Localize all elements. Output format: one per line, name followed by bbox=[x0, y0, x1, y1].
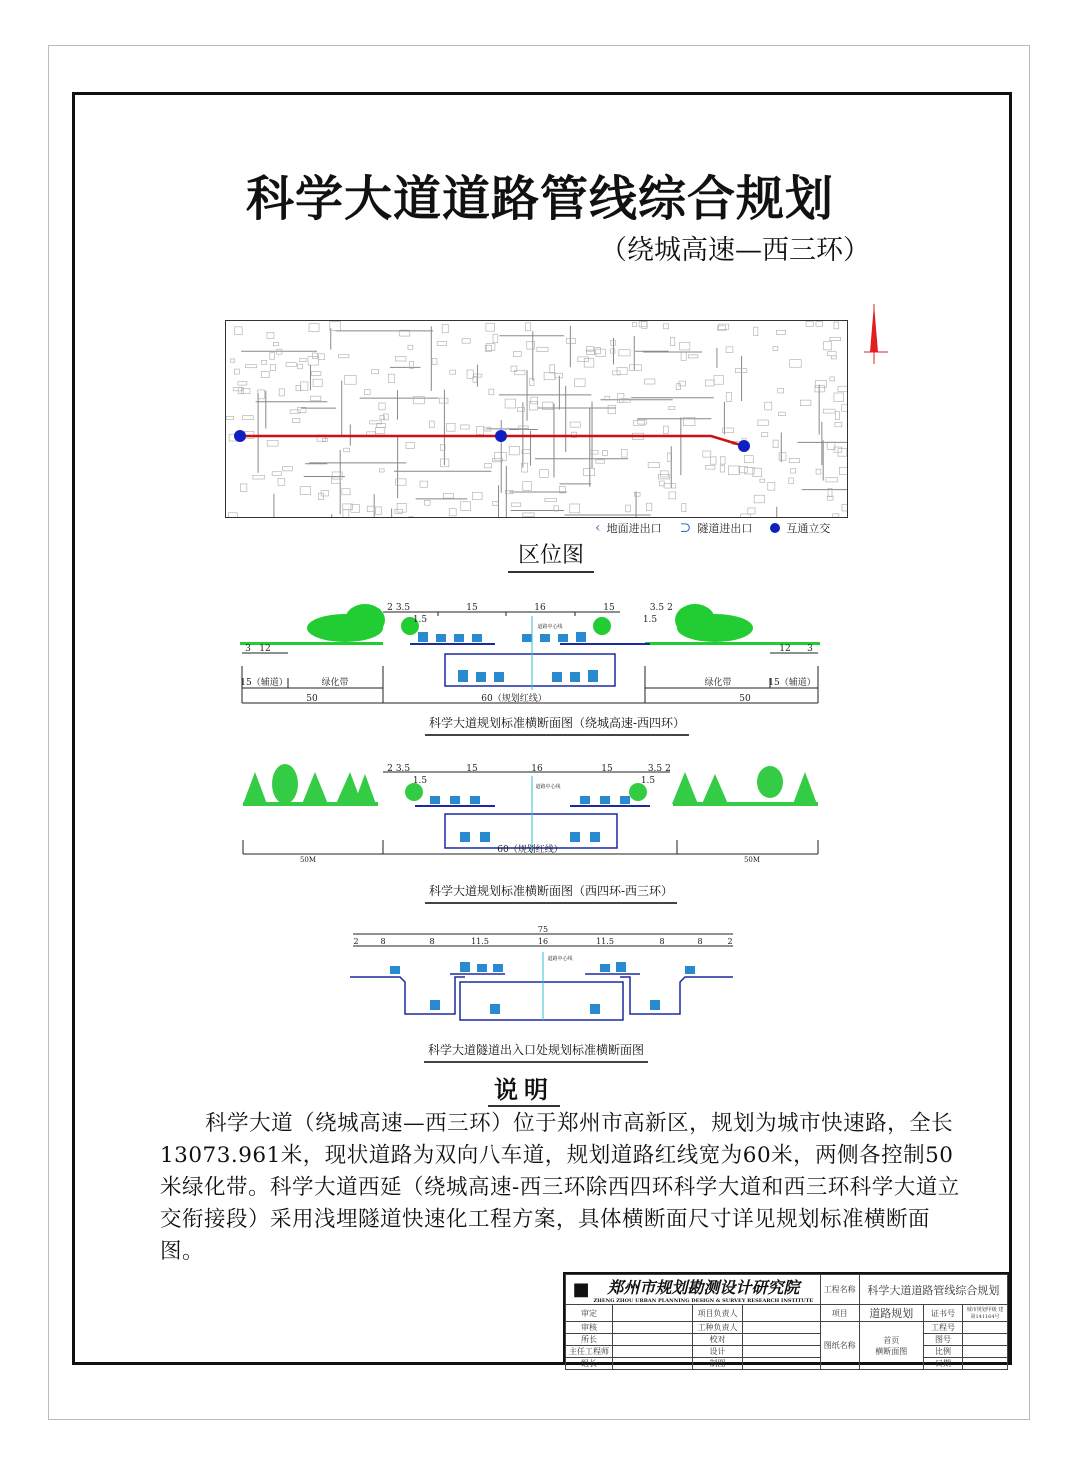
map-block bbox=[823, 409, 835, 413]
description-heading: 说明 bbox=[488, 1070, 560, 1107]
map-block bbox=[238, 382, 247, 385]
map-block bbox=[540, 470, 549, 478]
map-block bbox=[318, 354, 324, 360]
dim-label: 16 bbox=[534, 603, 546, 613]
total-label: 50M bbox=[743, 856, 761, 864]
dim-label: 2 bbox=[387, 603, 393, 613]
dim-label: 15 bbox=[466, 764, 478, 774]
map-block bbox=[437, 342, 446, 346]
interchange-dot-icon bbox=[495, 430, 507, 442]
map-block bbox=[584, 359, 594, 368]
dim-label: 16 bbox=[531, 764, 543, 774]
map-block bbox=[245, 365, 256, 368]
map-block bbox=[567, 338, 576, 343]
meta-label: 图号 bbox=[923, 1334, 962, 1346]
map-block bbox=[228, 513, 237, 517]
map-block bbox=[830, 337, 841, 340]
map-block bbox=[515, 370, 525, 375]
dim-label: 1.5 bbox=[640, 776, 656, 786]
interchange-dot-icon bbox=[234, 430, 246, 442]
map-block bbox=[472, 492, 482, 499]
map-block bbox=[659, 481, 664, 486]
map-block bbox=[511, 366, 517, 372]
legend-label: 地面进出口 bbox=[606, 522, 662, 535]
map-block bbox=[460, 425, 469, 429]
map-block bbox=[658, 474, 669, 479]
dim-label: 3.5 bbox=[395, 603, 411, 613]
map-block bbox=[583, 468, 594, 475]
section-2-caption: 科学大道规划标准横断面图（西四环-西三环） bbox=[425, 882, 677, 904]
centerline-label: 道路中心线 bbox=[535, 784, 561, 790]
map-block bbox=[397, 503, 406, 512]
map-block bbox=[550, 365, 555, 373]
map-block bbox=[586, 347, 593, 352]
cross-section-2 bbox=[240, 762, 825, 872]
map-block bbox=[645, 379, 655, 384]
zone-label: 15（辅道） bbox=[768, 678, 816, 688]
map-block bbox=[342, 489, 350, 495]
map-block bbox=[375, 507, 381, 514]
dim-label: 15 bbox=[603, 603, 615, 613]
map-block bbox=[630, 365, 642, 371]
section-3-caption: 科学大道隧道出入口处规划标准横断面图 bbox=[424, 1041, 648, 1063]
map-block bbox=[619, 399, 630, 403]
dim-label: 11.5 bbox=[471, 937, 489, 946]
map-block bbox=[824, 342, 832, 350]
map-block bbox=[531, 397, 538, 404]
map-block bbox=[760, 479, 765, 482]
total-label: 50 bbox=[739, 694, 751, 704]
map-block bbox=[486, 344, 495, 351]
map-block bbox=[833, 514, 839, 517]
map-block bbox=[835, 423, 842, 427]
map-block bbox=[267, 441, 278, 447]
map-block bbox=[761, 433, 767, 437]
dim-label: 16 bbox=[537, 937, 549, 946]
role-label: 主任工程师 bbox=[566, 1346, 613, 1358]
map-block bbox=[681, 352, 686, 360]
cert-value: 城市规划甲级 建第141164号 bbox=[963, 1305, 1008, 1322]
map-block bbox=[618, 394, 624, 403]
map-block bbox=[741, 514, 751, 517]
map-block bbox=[495, 452, 507, 460]
map-block bbox=[744, 456, 753, 463]
dim-label: 3.5 bbox=[649, 603, 665, 613]
map-block bbox=[642, 322, 648, 329]
map-block bbox=[477, 426, 484, 434]
map-block bbox=[310, 396, 320, 401]
map-block bbox=[754, 495, 764, 503]
map-block bbox=[778, 389, 784, 393]
map-block bbox=[461, 502, 471, 511]
dim-label: 8 bbox=[697, 937, 703, 946]
section-1-caption: 科学大道规划标准横断面图（绕城高速-西四环） bbox=[425, 714, 689, 736]
dim-label: 2 bbox=[353, 937, 359, 946]
item-value: 道路规划 bbox=[859, 1305, 923, 1322]
dim-label: 2 bbox=[387, 764, 393, 774]
cert-label: 证书号 bbox=[923, 1305, 962, 1322]
map-block bbox=[754, 327, 758, 336]
map-block bbox=[669, 407, 675, 410]
map-block bbox=[680, 342, 690, 350]
description-text: 科学大道（绕城高速—西三环）位于郑州市高新区，规划为城市快速路，全长13073.961米，现状道路为双向八车道，规划道路红线宽为60米，两侧各控制50米绿化带。科学大道西延（绕城高速-西三环除西四环科学大道和西三环科学大道立交衔接段）采用浅埋隧道快速化工程方案，具体横断面尺寸详见规划标准横断面图。 bbox=[160, 1111, 960, 1264]
map-block bbox=[842, 504, 847, 511]
project-name-label: 工程名称 bbox=[820, 1275, 859, 1305]
map-block bbox=[791, 469, 796, 473]
map-block bbox=[253, 475, 265, 479]
map-block bbox=[705, 465, 715, 469]
map-block bbox=[262, 360, 267, 364]
meta-label: 比例 bbox=[923, 1346, 962, 1358]
map-block bbox=[779, 453, 786, 460]
map-block bbox=[758, 420, 768, 426]
map-block bbox=[313, 353, 318, 359]
map-block bbox=[450, 370, 456, 374]
map-block bbox=[345, 375, 356, 384]
dim-label: 15 bbox=[601, 764, 613, 774]
centerline-label: 道路中心线 bbox=[547, 956, 573, 962]
map-block bbox=[505, 399, 516, 408]
map-block bbox=[486, 323, 495, 331]
centerline-label: 道路中心线 bbox=[537, 624, 563, 630]
map-block bbox=[425, 500, 431, 505]
map-block bbox=[447, 423, 455, 431]
map-block bbox=[632, 323, 636, 327]
map-block bbox=[575, 379, 585, 387]
map-block bbox=[311, 372, 321, 376]
map-block bbox=[710, 457, 716, 464]
role-label: 校对 bbox=[693, 1334, 743, 1346]
map-block bbox=[408, 345, 413, 349]
map-block bbox=[309, 323, 319, 331]
map-block bbox=[443, 494, 453, 499]
map-block bbox=[339, 354, 349, 357]
map-block bbox=[300, 382, 307, 390]
map-block bbox=[663, 426, 668, 434]
map-block bbox=[235, 327, 242, 335]
map-block bbox=[493, 334, 498, 343]
dim-label: 2 bbox=[665, 764, 671, 774]
map-block bbox=[705, 380, 714, 386]
map-block bbox=[773, 440, 778, 448]
map-block bbox=[330, 322, 341, 331]
drawing-name: 横断面图 bbox=[875, 1346, 908, 1356]
map-block bbox=[343, 510, 349, 517]
map-block bbox=[449, 509, 456, 516]
map-block bbox=[395, 509, 403, 513]
map-block bbox=[800, 400, 811, 406]
map-block bbox=[283, 467, 293, 471]
map-block bbox=[726, 347, 733, 353]
map-block bbox=[682, 504, 686, 512]
role-label: 所长 bbox=[566, 1334, 613, 1346]
map-block bbox=[773, 346, 778, 350]
map-block bbox=[230, 359, 234, 362]
map-block bbox=[270, 353, 275, 360]
role-label: 审核 bbox=[566, 1322, 613, 1334]
map-block bbox=[267, 332, 274, 338]
map-block bbox=[270, 364, 275, 370]
map-block bbox=[529, 379, 534, 386]
map-block bbox=[332, 477, 341, 484]
map-block bbox=[261, 371, 269, 377]
map-block bbox=[525, 323, 530, 331]
map-block bbox=[365, 390, 371, 395]
map-block bbox=[293, 418, 300, 422]
dim-label: 8 bbox=[380, 937, 386, 946]
map-block bbox=[570, 422, 580, 427]
map-block bbox=[831, 356, 836, 359]
map-block bbox=[388, 374, 394, 382]
map-block bbox=[830, 377, 835, 381]
map-block bbox=[768, 482, 775, 490]
map-block bbox=[806, 321, 813, 326]
map-block bbox=[590, 451, 598, 455]
drawing-name: 首页 bbox=[883, 1335, 900, 1345]
map-block bbox=[703, 451, 711, 457]
dim-label: 12 bbox=[259, 644, 271, 654]
map-block bbox=[523, 482, 532, 491]
drawing-label: 图纸名称 bbox=[820, 1322, 859, 1370]
map-block bbox=[815, 381, 826, 388]
map-block bbox=[537, 347, 548, 351]
map-block bbox=[570, 504, 580, 513]
map-block bbox=[521, 463, 527, 472]
map-block bbox=[816, 469, 821, 474]
zone-label: 15（辅道） bbox=[240, 678, 288, 688]
map-block bbox=[816, 321, 823, 326]
dim-label: 3 bbox=[807, 644, 813, 654]
map-block bbox=[790, 360, 801, 368]
map-block bbox=[272, 472, 281, 476]
map-block bbox=[670, 337, 674, 345]
map-block bbox=[300, 358, 307, 361]
role-label: 项目负责人 bbox=[693, 1305, 743, 1322]
surface-exit-icon: ‹ bbox=[595, 520, 601, 536]
map-block bbox=[383, 414, 388, 420]
map-block bbox=[240, 484, 246, 492]
map-block bbox=[430, 421, 435, 428]
map-block bbox=[243, 415, 254, 419]
total-label: 60（规划红线） bbox=[481, 694, 547, 704]
north-arrow-icon bbox=[862, 302, 892, 368]
route-line bbox=[240, 436, 744, 446]
dim-label: 8 bbox=[659, 937, 665, 946]
dim-label: 3.5 bbox=[395, 764, 411, 774]
map-block bbox=[838, 386, 847, 391]
map-block bbox=[839, 467, 847, 474]
map-block bbox=[634, 492, 640, 496]
map-block bbox=[611, 349, 615, 353]
meta-label: 日期 bbox=[923, 1358, 962, 1370]
project-name: 科学大道道路管线综合规划 bbox=[859, 1275, 1007, 1305]
map-block bbox=[484, 464, 491, 468]
map-block bbox=[676, 384, 680, 390]
institute-name: 郑州市规划勘测设计研究院 bbox=[607, 1278, 800, 1297]
map-block bbox=[834, 393, 844, 401]
map-block bbox=[835, 412, 839, 420]
map-block bbox=[719, 324, 729, 329]
map-block bbox=[728, 466, 739, 475]
dim-label: 1.5 bbox=[412, 776, 428, 786]
map-block bbox=[726, 392, 731, 401]
map-caption: 区位图 bbox=[508, 538, 594, 573]
dim-label: 15 bbox=[466, 603, 478, 613]
map-block bbox=[344, 448, 350, 452]
map-block bbox=[234, 369, 239, 374]
title-block bbox=[563, 1272, 1010, 1368]
tunnel-exit-icon: ⊃ bbox=[679, 520, 692, 536]
dim-label: 12 bbox=[779, 644, 791, 654]
map-block bbox=[545, 498, 557, 501]
map-block bbox=[432, 358, 437, 364]
map-block bbox=[313, 379, 322, 386]
map-block bbox=[278, 478, 285, 485]
total-label: 50M bbox=[299, 856, 317, 864]
map-block bbox=[442, 325, 448, 333]
interchange-dot-icon bbox=[738, 440, 750, 452]
meta-label: 工程号 bbox=[923, 1322, 962, 1334]
total-label: 50 bbox=[306, 694, 318, 704]
map-block bbox=[258, 390, 265, 399]
map-block bbox=[619, 350, 630, 356]
map-block bbox=[626, 505, 631, 512]
role-label: 组长 bbox=[566, 1358, 613, 1370]
map-block bbox=[493, 501, 498, 505]
map-block bbox=[664, 324, 669, 329]
map-block bbox=[372, 369, 379, 374]
legend-item bbox=[770, 520, 830, 536]
map-block bbox=[765, 402, 772, 410]
map-block bbox=[555, 373, 563, 378]
map-block bbox=[226, 416, 234, 419]
map-block bbox=[375, 428, 384, 434]
page-title: 科学大道道路管线综合规划 bbox=[245, 171, 834, 227]
map-block bbox=[395, 356, 406, 361]
legend-item bbox=[680, 520, 753, 536]
map-block bbox=[297, 364, 302, 369]
map-block bbox=[308, 356, 318, 365]
role-label: 审定 bbox=[566, 1305, 613, 1322]
map-block bbox=[608, 406, 616, 414]
institute-logo: ■ 郑州市规划勘测设计研究院 ZHENG ZHOU URBAN PLANNING DESIGN & SURVEY RESEARCH INSTITUTE bbox=[566, 1275, 821, 1305]
interchange-dot-icon bbox=[770, 523, 780, 533]
location-map-svg bbox=[226, 321, 847, 517]
map-block bbox=[594, 347, 600, 353]
map-block bbox=[688, 355, 698, 358]
map-block bbox=[420, 481, 428, 487]
map-block bbox=[646, 503, 651, 511]
map-block bbox=[778, 412, 785, 416]
map-block bbox=[603, 450, 608, 455]
map-block bbox=[714, 376, 723, 385]
legend-item bbox=[595, 520, 662, 536]
map-block bbox=[509, 446, 519, 455]
map-block bbox=[511, 503, 520, 506]
map-block bbox=[720, 465, 724, 472]
map-block bbox=[648, 463, 659, 468]
dim-label: 1.5 bbox=[412, 615, 428, 625]
role-label: 设计 bbox=[693, 1346, 743, 1358]
map-block bbox=[842, 405, 847, 411]
map-block bbox=[826, 478, 837, 482]
map-block bbox=[273, 342, 278, 345]
map-block bbox=[406, 442, 414, 448]
map-block bbox=[379, 469, 384, 472]
map-block bbox=[669, 492, 676, 499]
map-block bbox=[286, 363, 296, 367]
zone-label: 绿化带 bbox=[321, 678, 349, 688]
cross-section-1 bbox=[240, 598, 825, 710]
map-block bbox=[380, 416, 385, 420]
role-label: 制图 bbox=[693, 1358, 743, 1370]
dim-label: 1.5 bbox=[642, 615, 658, 625]
legend-label: 互通立交 bbox=[786, 522, 831, 535]
map-block bbox=[300, 487, 310, 495]
map-block bbox=[834, 322, 839, 329]
map-block bbox=[523, 513, 534, 517]
map-block bbox=[596, 460, 605, 463]
map-block bbox=[639, 322, 647, 327]
dim-label: 2 bbox=[727, 937, 733, 946]
location-map bbox=[225, 320, 848, 518]
zone-label: 绿化带 bbox=[704, 678, 732, 688]
map-legend bbox=[595, 520, 830, 536]
map-block bbox=[296, 385, 301, 390]
dim-label: 2 bbox=[667, 603, 673, 613]
map-block bbox=[544, 372, 555, 379]
role-label: 工种负责人 bbox=[693, 1322, 743, 1334]
map-block bbox=[815, 386, 825, 392]
dim-label: 11.5 bbox=[596, 937, 614, 946]
dim-label: 8 bbox=[429, 937, 435, 946]
map-block bbox=[720, 457, 725, 464]
map-block bbox=[578, 357, 589, 362]
dim-label: 3.5 bbox=[647, 764, 663, 774]
map-block bbox=[828, 352, 837, 356]
map-block bbox=[776, 330, 785, 334]
map-block bbox=[467, 370, 473, 379]
legend-label: 隧道进出口 bbox=[697, 522, 753, 535]
map-block bbox=[789, 478, 794, 484]
map-block bbox=[735, 369, 747, 373]
map-block bbox=[279, 389, 284, 396]
map-block bbox=[748, 508, 755, 514]
page-subtitle: （绕城高速—西三环） bbox=[600, 235, 870, 266]
map-block bbox=[379, 403, 385, 410]
map-block bbox=[789, 459, 799, 463]
map-block bbox=[439, 398, 448, 403]
map-block bbox=[489, 389, 494, 395]
institute-name-en: ZHENG ZHOU URBAN PLANNING DESIGN & SURVEY RESEARCH INSTITUTE bbox=[593, 1298, 814, 1304]
dim-label: 75 bbox=[537, 925, 549, 934]
map-block bbox=[664, 484, 676, 488]
dim-label: 3 bbox=[245, 644, 251, 654]
map-block bbox=[462, 339, 470, 343]
map-block bbox=[513, 352, 521, 357]
map-block bbox=[660, 471, 668, 477]
map-block bbox=[527, 341, 535, 349]
map-block bbox=[622, 449, 628, 457]
total-label: 60（规划红线） bbox=[497, 845, 563, 855]
item-label: 项目 bbox=[820, 1305, 859, 1322]
map-block bbox=[634, 420, 645, 425]
cross-section-3 bbox=[350, 922, 740, 1022]
map-block bbox=[367, 506, 374, 511]
